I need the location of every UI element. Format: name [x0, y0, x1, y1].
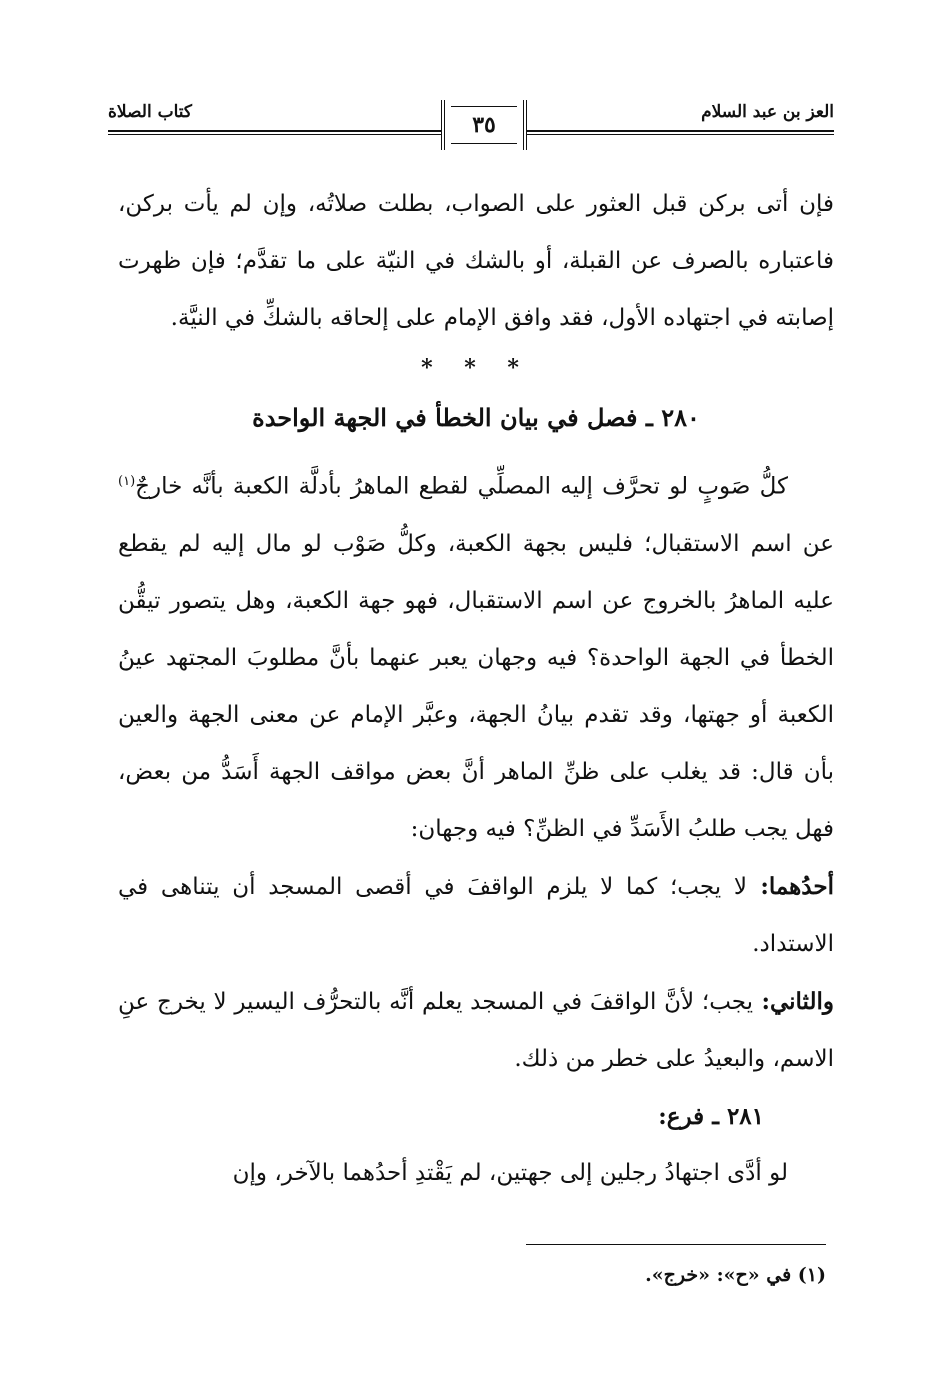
main-text	[118, 176, 834, 1202]
first-view-label: أحدُهما:	[746, 872, 834, 900]
paragraph-text: عن اسم الاستقبال؛ فليس بجهة الكعبة، وكلُّ صَوْب لو مال إليه لم يقطع عليه الماهرُ بالخروج عن اسم الاستقبال، فهو جهة الكعبة، وهل يتصور تيقُّن الخطأ في الجهة الواحدة؟ فيه وجهان يعبر عنهما بأنَّ مطلوبَ المجتهد عينُ الكعبة أو جهتها، وقد تقدم بيانُ الجهة، وعبَّر الإمام عن معنى الجهة والعين بأن قال: قد يغلب على ظنِّ الماهر أنَّ بعض مواقف الجهة أَسَدُّ من بعض، فهل يجب طلبُ الأَسَدِّ في الظنِّ؟ فيه وجهان:	[118, 530, 834, 842]
second-view-text: يجب؛ لأنَّ الواقفَ في المسجد يعلم أنَّه بالتحرُّف اليسير لا يخرج عنِ الاسم، والبعيدُ على خطر من ذلك.	[118, 988, 834, 1072]
footnote-rule	[526, 1244, 826, 1245]
paragraph-first-view	[118, 858, 834, 973]
first-view-text: لا يجب؛ كما لا يلزم الواقفَ في أقصى المسجد أن يتناهى في الاستداد.	[118, 873, 834, 957]
running-title-book: كتاب الصلاة	[108, 102, 193, 122]
page-number-frame	[441, 100, 527, 150]
footnote: (١) في «ح»: «خرج».	[645, 1264, 826, 1286]
second-view-label: والثاني:	[753, 987, 834, 1015]
branch-heading: ٢٨١ ـ فرع:	[658, 1102, 764, 1130]
section-heading: ٢٨٠ ـ فصل في بيان الخطأ في الجهة الواحدة	[252, 403, 700, 432]
page-header	[108, 92, 834, 162]
paragraph-text: كلُّ صَوبٍ لو تحرَّف إليه المصلِّي لقطع الماهرُ بأدلَّة الكعبة بأنَّه خارجٌ	[135, 473, 788, 500]
section-separator: * * *	[421, 355, 531, 381]
paragraph-second-view	[118, 973, 834, 1088]
paragraph-continuation: فإن أتى بركن قبل العثور على الصواب، بطلت صلاتُه، وإن لم يأت بركن، فاعتباره بالصرف عن القبلة، أو بالشك في النيّة على ما تقدَّم؛ فإن ظهرت إصابته في اجتهاده الأول، فقد وافق الإمام على إلحاقه بالشكِّ في النيَّة.	[118, 191, 834, 331]
paragraph-branch: لو أدَّى اجتهادُ رجلين إلى جهتين، لم يَقْتدِ أحدُهما بالآخر، وإن	[232, 1159, 788, 1186]
page-number: ٣٥	[472, 112, 496, 138]
footnote-reference: (١)	[118, 474, 136, 489]
running-title-author: العز بن عبد السلام	[701, 102, 834, 122]
paragraph-definition	[118, 453, 834, 858]
